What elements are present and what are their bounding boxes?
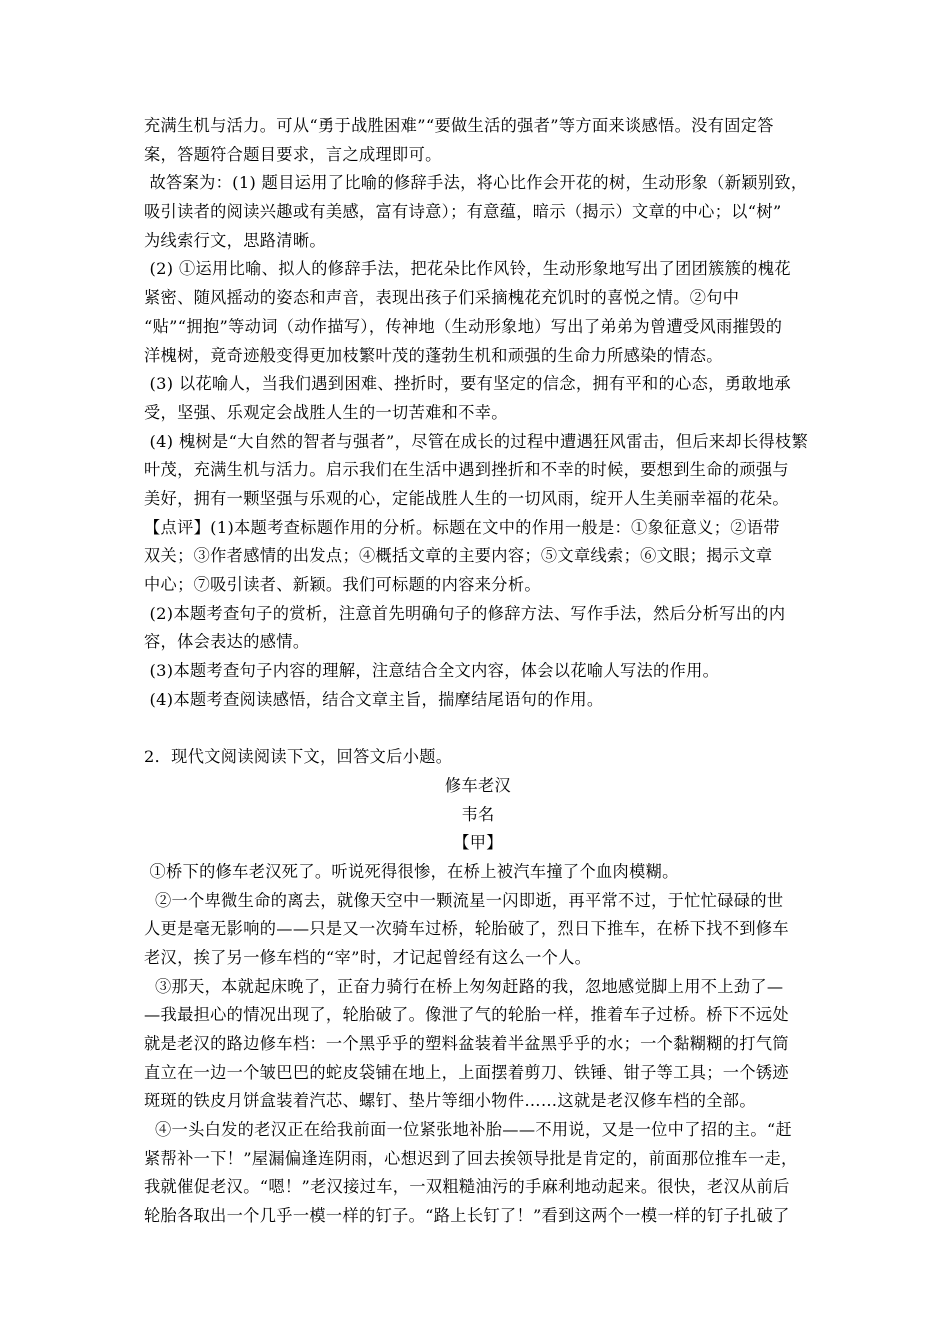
document-page <box>144 112 812 1231</box>
analysis-text-line: (4) 槐树是“大自然的智者与强者”，尽管在成长的过程中遭遇狂风雷击，但后来却长得枝繁 <box>144 431 809 451</box>
article-text-line: ①桥下的修车老汉死了。听说死得很惨，在桥上被汽车撞了个血肉模糊。 <box>144 861 679 881</box>
article-text-line: 斑斑的铁皮月饼盒装着汽芯、螺钉、垫片等细小物件……这就是老汉修车档的全部。 <box>144 1091 756 1111</box>
analysis-text-line: 双关；③作者感情的出发点；④概括文章的主要内容；⑤文章线索；⑥文眼；揭示文章 <box>144 546 773 566</box>
analysis-text-line: 容，体会表达的感情。 <box>144 632 310 652</box>
article-text-line: ②一个卑微生命的离去，就像天空中一颗流星一闪即逝，再平常不过，于忙忙碌碌的世 <box>144 890 784 910</box>
answer-analysis-section <box>144 112 812 714</box>
blank-line <box>144 714 812 743</box>
article-text-line: 人更是毫无影响的——只是又一次骑车过桥，轮胎破了，烈日下推车，在桥下找不到修车 <box>144 919 789 939</box>
analysis-text-line: “贴”“拥抱”等动词（动作描写），传神地（生动形象地）写出了弟弟为曾遭受风雨摧毁的 <box>144 316 783 336</box>
analysis-text-line: 充满生机与活力。可从“勇于战胜困难”“要做生活的强者”等方面来谈感悟。没有固定答 <box>144 116 774 135</box>
analysis-text-line: (2)本题考查句子的赏析，注意首先明确句子的修辞方法、写作手法，然后分析写出的内 <box>144 603 786 623</box>
analysis-text-line: (2) ①运用比喻、拟人的修辞手法，把花朵比作风铃，生动形象地写出了团团簇簇的槐花 <box>144 259 791 279</box>
analysis-text-line: 受，坚强、乐观定会战胜人生的一切苦难和不幸。 <box>144 402 508 422</box>
question-2-prompt: 2．现代文阅读阅读下文，回答文后小题。 <box>144 747 453 767</box>
analysis-text-line: 洋槐树，竟奇迹般变得更加枝繁叶茂的蓬勃生机和顽强的生命力所感染的情态。 <box>144 345 723 365</box>
analysis-text-line: 案，答题符合题目要求，言之成理即可。 <box>144 144 442 164</box>
analysis-text-line: 叶茂，充满生机与活力。启示我们在生活中遇到挫折和不幸的时候，要想到生命的顽强与 <box>144 460 789 480</box>
article-text-line: —我最担心的情况出现了，轮胎破了。像泄了气的轮胎一样，推着车子过桥。桥下不远处 <box>144 1005 789 1025</box>
analysis-text-line: (4)本题考查阅读感悟，结合文章主旨，揣摩结尾语句的作用。 <box>144 689 604 709</box>
analysis-text-line: (3)本题考查句子内容的理解，注意结合全文内容，体会以花喻人写法的作用。 <box>144 661 720 681</box>
analysis-text-line: 故答案为：(1) 题目运用了比喻的修辞手法，将心比作会开花的树，生动形象（新颖别致， <box>144 173 808 193</box>
analysis-text-line: 【点评】(1)本题考查标题作用的分析。标题在文中的作用一般是：①象征意义；②语带 <box>144 517 780 537</box>
analysis-text-line: (3) 以花喻人，当我们遇到困难、挫折时，要有坚定的信念，拥有平和的心态，勇敢地承 <box>144 374 791 394</box>
article-text-line: ③那天，本就起床晚了，正奋力骑行在桥上匆匆赶路的我，忽地感觉脚上用不上劲了— <box>144 976 784 996</box>
article-title: 修车老汉 <box>444 775 512 795</box>
article-body <box>144 858 812 1231</box>
analysis-text-line: 为线索行文，思路清晰。 <box>144 230 326 250</box>
analysis-text-line: 吸引读者的阅读兴趣或有美感，富有诗意）；有意蕴，暗示（揭示）文章的中心；以“树” <box>144 202 782 222</box>
analysis-text-line: 美好，拥有一颗坚强与乐观的心，定能战胜人生的一切风雨，绽开人生美丽幸福的花朵。 <box>144 488 789 508</box>
analysis-text-line: 中心；⑦吸引读者、新颖。我们可标题的内容来分析。 <box>144 575 541 594</box>
article-author: 韦名 <box>461 804 495 824</box>
article-text-line: ④一头白发的老汉正在给我前面一位紧张地补胎——不用说，又是一位中了招的主。“赶 <box>144 1120 793 1140</box>
article-text-line: 紧帮补一下！”屋漏偏逢连阴雨，心想迟到了回去挨领导批是肯定的，前面那位推车一走， <box>144 1148 798 1168</box>
article-text-line: 轮胎各取出一个几乎一模一样的钉子。“路上长钉了！”看到这两个一模一样的钉子扎破了 <box>144 1206 790 1226</box>
article-text-line: 就是老汉的路边修车档：一个黑乎乎的塑料盆装着半盆黑乎乎的水；一个黏糊糊的打气筒 <box>144 1034 789 1053</box>
analysis-text-line: 紧密、随风摇动的姿态和声音，表现出孩子们采摘槐花充饥时的喜悦之情。②句中 <box>144 288 740 308</box>
section-label: 【甲】 <box>453 833 503 853</box>
article-text-line: 直立在一边一个皱巴巴的蛇皮袋铺在地上，上面摆着剪刀、铁锤、钳子等工具；一个锈迹 <box>144 1062 789 1082</box>
article-text-line: 老汉，挨了另一修车档的“宰”时，才记起曾经有这么一个人。 <box>144 947 592 967</box>
article-text-line: 我就催促老汉。“嗯！”老汉接过车，一双粗糙油污的手麻利地动起来。很快，老汉从前后 <box>144 1177 790 1197</box>
